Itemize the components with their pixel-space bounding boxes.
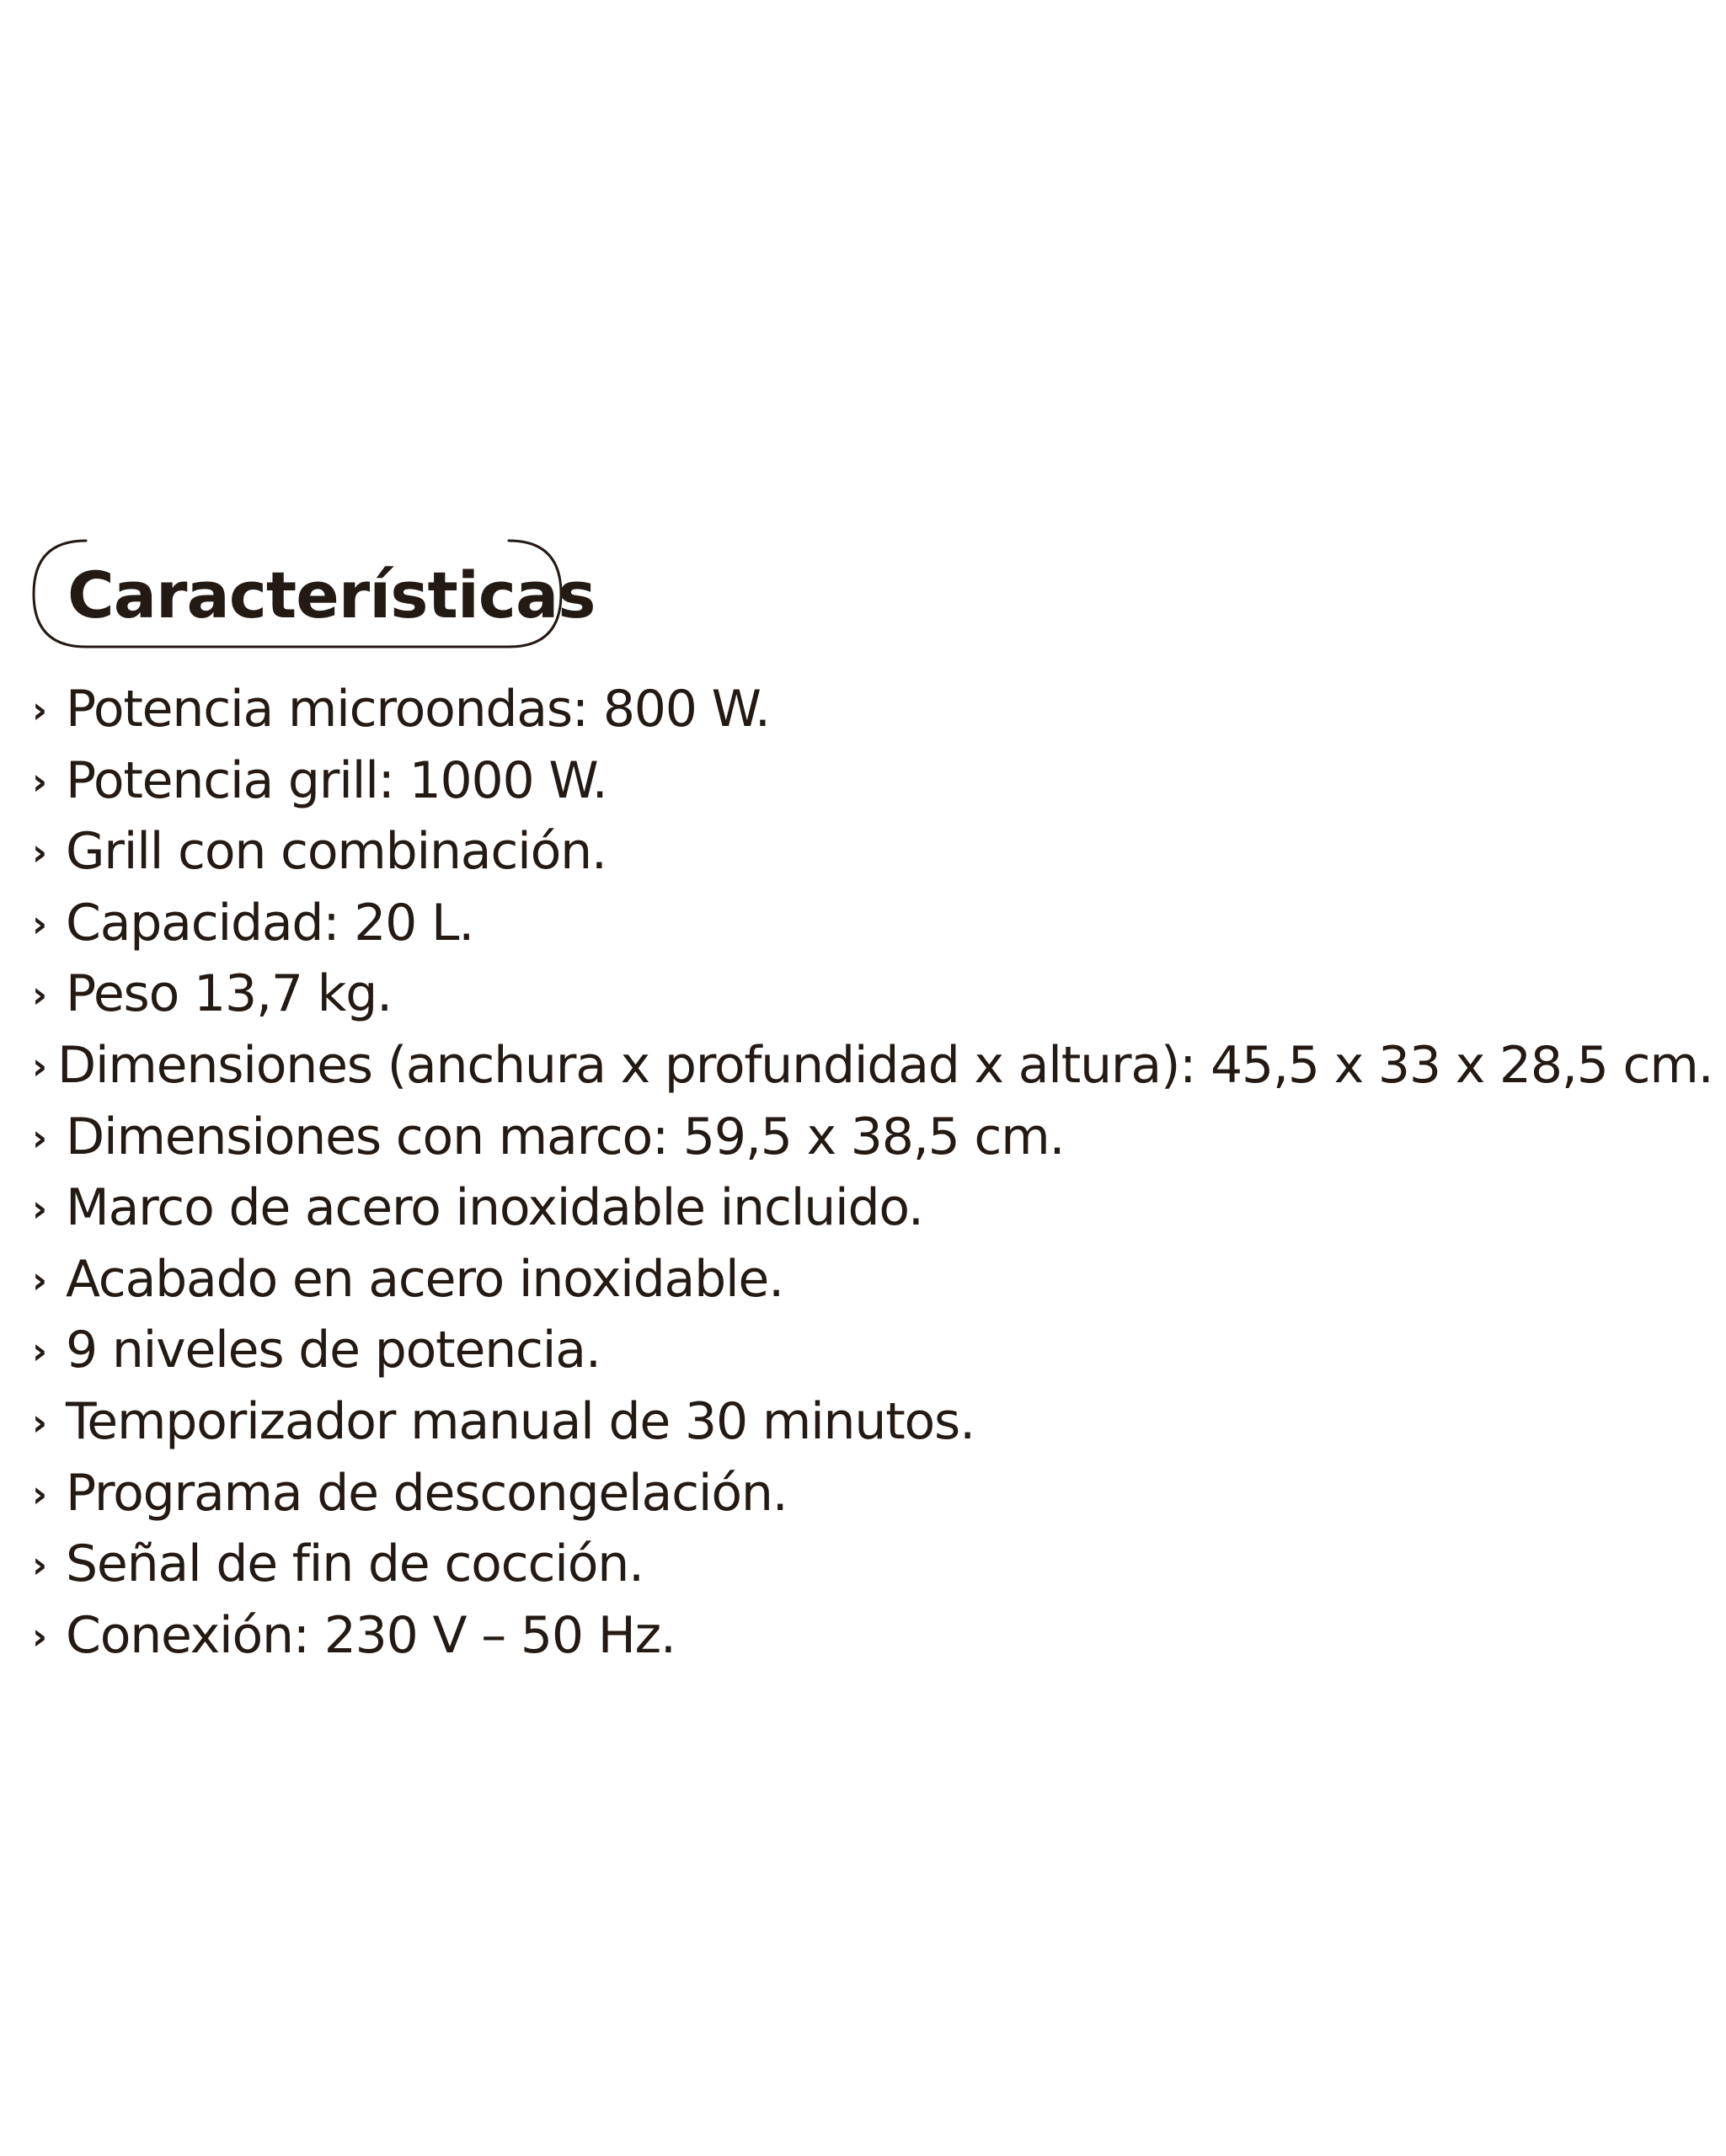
feature-text: Capacidad: 20 L. bbox=[66, 893, 474, 953]
feature-list bbox=[32, 674, 1713, 1671]
feature-text: Potencia grill: 1000 W. bbox=[66, 750, 607, 810]
chevron-right-icon: › bbox=[32, 974, 46, 1017]
chevron-right-icon: › bbox=[32, 1258, 46, 1302]
chevron-right-icon: › bbox=[32, 1544, 46, 1588]
feature-text: Programa de descongelación. bbox=[66, 1463, 788, 1523]
chevron-right-icon: › bbox=[32, 1614, 46, 1658]
feature-text: Señal de fin de cocción. bbox=[66, 1534, 644, 1594]
feature-text: Conexión: 230 V – 50 Hz. bbox=[66, 1605, 676, 1665]
feature-text: Marco de acero inoxidable incluido. bbox=[66, 1178, 923, 1238]
feature-item bbox=[32, 1600, 1708, 1672]
chevron-right-icon: › bbox=[32, 831, 46, 875]
feature-item bbox=[32, 1529, 1708, 1600]
chevron-right-icon: › bbox=[32, 1401, 46, 1444]
chevron-right-icon: › bbox=[32, 902, 46, 946]
chevron-right-icon: › bbox=[32, 1330, 46, 1374]
feature-text: Dimensiones con marco: 59,5 x 38,5 cm. bbox=[66, 1107, 1065, 1166]
feature-text: Peso 13,7 kg. bbox=[66, 964, 392, 1024]
feature-item bbox=[32, 1030, 1713, 1102]
feature-item bbox=[32, 674, 1708, 745]
chevron-right-icon: › bbox=[32, 689, 46, 732]
feature-item bbox=[32, 1244, 1708, 1315]
heading-badge bbox=[32, 539, 596, 648]
feature-item bbox=[32, 1386, 1708, 1458]
feature-item bbox=[32, 888, 1708, 959]
feature-item bbox=[32, 958, 1708, 1030]
chevron-right-icon: › bbox=[32, 1472, 46, 1516]
features-section bbox=[32, 539, 1713, 1665]
feature-item bbox=[32, 1315, 1708, 1386]
feature-text: 9 niveles de potencia. bbox=[66, 1321, 601, 1380]
feature-item bbox=[32, 1458, 1708, 1529]
feature-item bbox=[32, 1172, 1708, 1244]
feature-text: Acabado en acero inoxidable. bbox=[66, 1249, 784, 1309]
chevron-right-icon: › bbox=[32, 1116, 46, 1160]
feature-text: Dimensiones (anchura x profundidad x altura): 45,5 x 33 x 28,5 cm. bbox=[56, 1035, 1713, 1095]
chevron-right-icon: › bbox=[32, 1187, 46, 1231]
chevron-right-icon: › bbox=[32, 1044, 46, 1088]
feature-item bbox=[32, 745, 1708, 817]
feature-item bbox=[32, 816, 1708, 888]
feature-text: Potencia microondas: 800 W. bbox=[66, 680, 770, 739]
chevron-right-icon: › bbox=[32, 760, 46, 803]
feature-item bbox=[32, 1102, 1708, 1173]
feature-text: Grill con combinación. bbox=[66, 822, 607, 882]
feature-text: Temporizador manual de 30 minutos. bbox=[66, 1391, 975, 1451]
section-title: Características bbox=[67, 558, 596, 632]
